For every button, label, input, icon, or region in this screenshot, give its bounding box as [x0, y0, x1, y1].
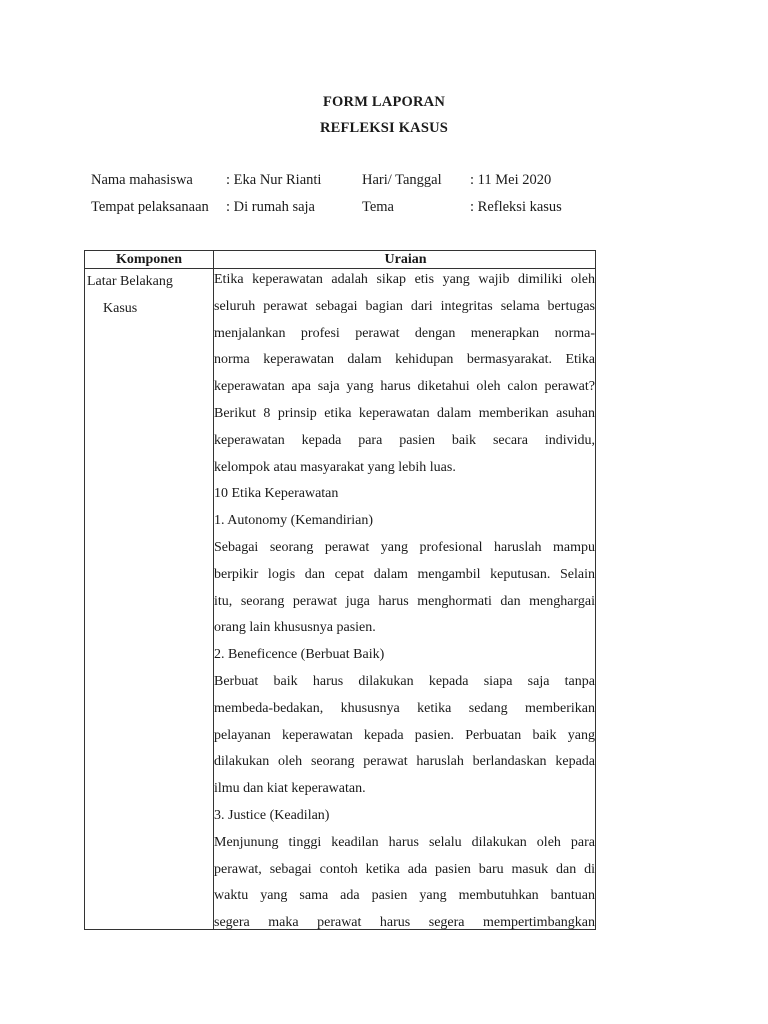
header-uraian: Uraian [384, 252, 427, 267]
uraian-line: Menjunung tinggi keadilan harus selalu dilakukan oleh para [214, 834, 595, 850]
hari-label: Hari/ Tanggal [362, 172, 442, 188]
uraian-line: berpikir logis dan cepat dalam mengambil keputusan. Selain [214, 566, 595, 582]
uraian-line: orang lain khususnya pasien. [214, 620, 376, 636]
uraian-line: dilakukan oleh seorang perawat haruslah berlandaskan kepada [214, 754, 595, 770]
form-title: FORM LAPORAN [322, 94, 445, 110]
uraian-line: segera maka perawat harus segera mempertimbangkan [214, 915, 595, 930]
uraian-cell [214, 267, 595, 930]
uraian-line: seluruh perawat sebagai bagian dari integritas selama bertugas [214, 298, 595, 314]
uraian-line: perawat, sebagai contoh ketika ada pasien baru masuk dan di [214, 861, 595, 877]
uraian-line: Sebagai seorang perawat yang profesional haruslah mampu [214, 539, 595, 555]
uraian-line: 1. Autonomy (Kemandirian) [214, 513, 374, 529]
komponen-line-2: Kasus [103, 300, 138, 316]
uraian-line: itu, seorang perawat juga harus menghormati dan menghargai [214, 593, 595, 609]
uraian-line: menjalankan profesi perawat dengan menerapkan norma- [214, 325, 595, 341]
uraian-line: 2. Beneficence (Berbuat Baik) [214, 647, 385, 663]
tempat-value: : Di rumah saja [226, 199, 315, 215]
tema-value: : Refleksi kasus [470, 199, 562, 215]
reflection-table [84, 250, 596, 930]
komponen-cell [87, 269, 211, 323]
uraian-line: norma keperawatan dalam kehidupan bermasyarakat. Etika [214, 352, 595, 368]
uraian-line: keperawatan apa saja yang harus diketahui oleh calon perawat? [214, 379, 595, 395]
uraian-line: ilmu dan kiat keperawatan. [214, 781, 366, 797]
uraian-line: waktu yang sama ada pasien yang membutuhkan bantuan [214, 888, 595, 904]
komponen-line-1: Latar Belakang [87, 274, 173, 289]
tema-label: Tema [362, 199, 394, 215]
tempat-label: Tempat pelaksanaan [91, 199, 209, 215]
uraian-line: keperawatan kepada para pasien baik secara individu, [214, 432, 595, 448]
uraian-line: 10 Etika Keperawatan [214, 486, 339, 502]
uraian-line: 3. Justice (Keadilan) [214, 807, 330, 823]
nama-value: : Eka Nur Rianti [226, 172, 322, 188]
header-komponen: Komponen [115, 252, 183, 267]
form-subtitle: REFLEKSI KASUS [319, 120, 449, 136]
uraian-line: Berikut 8 prinsip etika keperawatan dalam memberikan asuhan [214, 405, 595, 421]
uraian-line: Berbuat baik harus dilakukan kepada siapa saja tanpa [214, 673, 595, 689]
uraian-line: membeda-bedakan, khususnya ketika sedang memberikan [214, 700, 595, 716]
uraian-line: kelompok atau masyarakat yang lebih luas. [214, 459, 456, 475]
nama-label: Nama mahasiswa [91, 172, 193, 188]
uraian-line: Etika keperawatan adalah sikap etis yang wajib dimiliki oleh [214, 272, 595, 287]
hari-value: : 11 Mei 2020 [470, 172, 552, 188]
uraian-line: pelayanan keperawatan kepada pasien. Perbuatan baik yang [214, 727, 595, 743]
